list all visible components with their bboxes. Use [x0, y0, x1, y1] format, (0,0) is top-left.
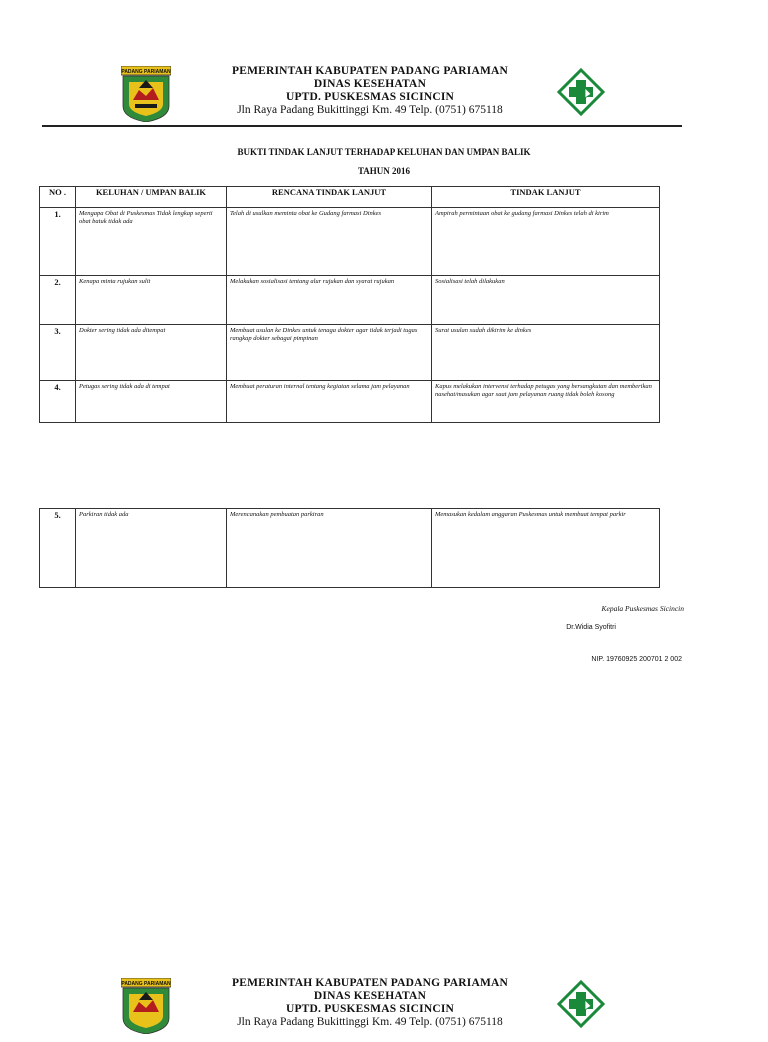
row-keluhan: Parkiran tidak ada [76, 509, 227, 588]
row-tindak: Ampirah permintaan obat ke gudang farmasi Dinkes telah di kirim [432, 208, 660, 276]
row-keluhan: Dokter sering tidak ada ditempat [76, 325, 227, 381]
row-rencana: Merencanakan pembuatan parkiran [227, 509, 432, 588]
signature-title: Kepala Puskesmas Sicincin [601, 604, 684, 613]
signature-nip: NIP. 19760925 200701 2 002 [591, 656, 682, 663]
row-rencana: Melakukan sosialisasi tentang alur rujukan dan syarat rujukan [227, 276, 432, 325]
document-year: TAHUN 2016 [357, 166, 411, 176]
row-tindak: Surat usulan sudah dikirim ke dinkes [432, 325, 660, 381]
row-no: 5. [40, 509, 76, 588]
table-row [40, 208, 660, 276]
row-keluhan: Petugas sering tidak ada di tempat [76, 381, 227, 423]
puskesmas-cross-icon [557, 980, 605, 1028]
row-no: 1. [40, 208, 76, 276]
letterhead-text [190, 977, 550, 1029]
complaint-table [39, 186, 660, 423]
table-header-row [40, 187, 660, 208]
address: Jln Raya Padang Bukittinggi Km. 49 Telp. (0751) 675118 [237, 1016, 503, 1028]
row-rencana: Membuat usulan ke Dinkes untuk tenaga dokter agar tidak terjadi tugas rangkap dokter sebagai pimpinan [227, 325, 432, 381]
header-tindak: TINDAK LANJUT [432, 187, 660, 208]
letterhead-divider [42, 125, 682, 127]
gov-name: PEMERINTAH KABUPATEN PADANG PARIAMAN [231, 977, 509, 989]
header-rencana: RENCANA TINDAK LANJUT [227, 187, 432, 208]
letterhead-text [190, 65, 550, 117]
row-tindak: Memasukan kedalam anggaran Puskesmas untuk membuat tempat parkir [432, 509, 660, 588]
row-no: 2. [40, 276, 76, 325]
unit-name: UPTD. PUSKESMAS SICINCIN [285, 91, 455, 103]
table-row [40, 509, 660, 588]
letterhead-next-page [0, 972, 768, 1042]
document-title: BUKTI TINDAK LANJUT TERHADAP KELUHAN DAN UMPAN BALIK [237, 147, 531, 157]
signature-name: Dr.Widia Syofitri [566, 624, 616, 631]
dept-name: DINAS KESEHATAN [313, 990, 427, 1002]
row-rencana: Telah di usulkan meminta obat ke Gudang farmasi Dinkes [227, 208, 432, 276]
unit-name: UPTD. PUSKESMAS SICINCIN [285, 1003, 455, 1015]
gov-name: PEMERINTAH KABUPATEN PADANG PARIAMAN [231, 65, 509, 77]
logo-left-label: PADANG PARIAMAN [121, 980, 171, 987]
table-row [40, 276, 660, 325]
header-no: NO . [40, 187, 76, 208]
padang-pariaman-emblem-icon [121, 978, 171, 1034]
letterhead [0, 60, 768, 130]
row-keluhan: Mengapa Obat di Puskesmas Tidak lengkap seperti obat batuk tidak ada [76, 208, 227, 276]
puskesmas-cross-icon [557, 68, 605, 116]
dept-name: DINAS KESEHATAN [313, 78, 427, 90]
row-no: 3. [40, 325, 76, 381]
table-row [40, 381, 660, 423]
row-keluhan: Kenapa minta rujukan sulit [76, 276, 227, 325]
row-rencana: Membuat peraturan internal tentang kegiatan selama jam pelayanan [227, 381, 432, 423]
address: Jln Raya Padang Bukittinggi Km. 49 Telp. (0751) 675118 [237, 104, 503, 116]
padang-pariaman-emblem-icon [121, 66, 171, 122]
complaint-table-continued [39, 508, 660, 588]
row-tindak: Sosialisasi telah dilakukan [432, 276, 660, 325]
header-keluhan: KELUHAN / UMPAN BALIK [76, 187, 227, 208]
table-row [40, 325, 660, 381]
logo-left-label: PADANG PARIAMAN [121, 68, 171, 75]
row-tindak: Kapus melakukan intervensi terhadap petugas yang bersangkutan dan memberikan nasehat/masukan agar saat jam pelayanan ruang tidak boleh kosong [432, 381, 660, 423]
row-no: 4. [40, 381, 76, 423]
